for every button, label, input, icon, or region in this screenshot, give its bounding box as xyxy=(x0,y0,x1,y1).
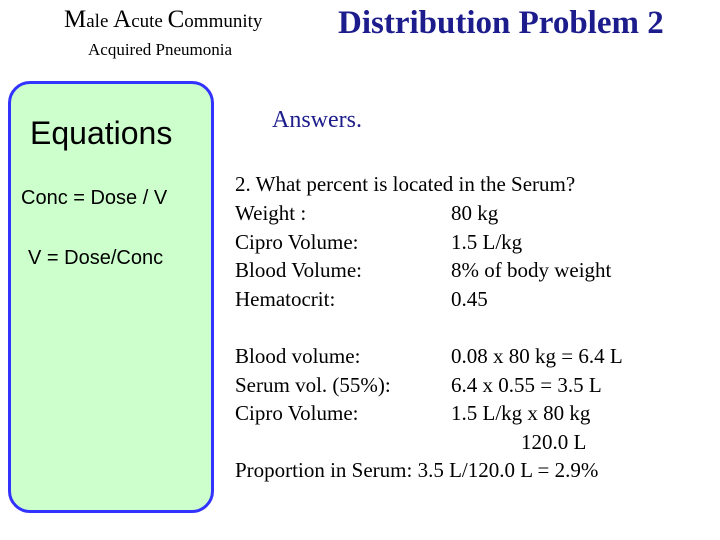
given-label-cipro-volume: Cipro Volume: xyxy=(235,230,359,254)
logo-line-2: Acquired Pneumonia xyxy=(88,40,232,59)
logo-line-1 xyxy=(64,6,262,34)
calc-label-serum-volume: Serum vol. (55%): xyxy=(235,373,391,397)
proportion-result: Proportion in Serum: 3.5 L/120.0 L = 2.9% xyxy=(235,458,599,482)
given-value-cipro-volume: 1.5 L/kg xyxy=(451,230,523,254)
equation-conc: Conc = Dose / V xyxy=(21,187,168,209)
given-value-hematocrit: 0.45 xyxy=(451,287,488,311)
logo-initial-c: C xyxy=(167,6,185,33)
calc-value-serum-volume: 6.4 x 0.55 = 3.5 L xyxy=(451,373,602,397)
cipro-total-volume: 120.0 L xyxy=(521,430,587,454)
given-label-hematocrit: Hematocrit: xyxy=(235,287,336,311)
calc-value-blood-volume: 0.08 x 80 kg = 6.4 L xyxy=(451,344,623,368)
logo-initial-a: A xyxy=(113,6,132,33)
slide-title: Distribution Problem 2 xyxy=(338,5,664,41)
equation-volume: V = Dose/Conc xyxy=(28,247,164,269)
answers-heading: Answers. xyxy=(272,107,362,133)
given-value-blood-volume: 8% of body weight xyxy=(451,258,612,282)
calc-label-blood-volume: Blood volume: xyxy=(235,344,361,368)
logo-word-male: ale xyxy=(86,11,114,32)
equations-heading: Equations xyxy=(30,115,173,151)
logo-word-acute: cute xyxy=(131,11,168,32)
calc-value-cipro-volume: 1.5 L/kg x 80 kg xyxy=(451,401,591,425)
given-value-weight: 80 kg xyxy=(451,201,499,225)
logo-initial-m: M xyxy=(64,6,87,33)
given-label-weight: Weight : xyxy=(235,201,307,225)
question-text: 2. What percent is located in the Serum? xyxy=(235,172,576,196)
calc-label-cipro-volume: Cipro Volume: xyxy=(235,401,359,425)
given-label-blood-volume: Blood Volume: xyxy=(235,258,362,282)
logo-word-community: ommunity xyxy=(184,11,263,32)
